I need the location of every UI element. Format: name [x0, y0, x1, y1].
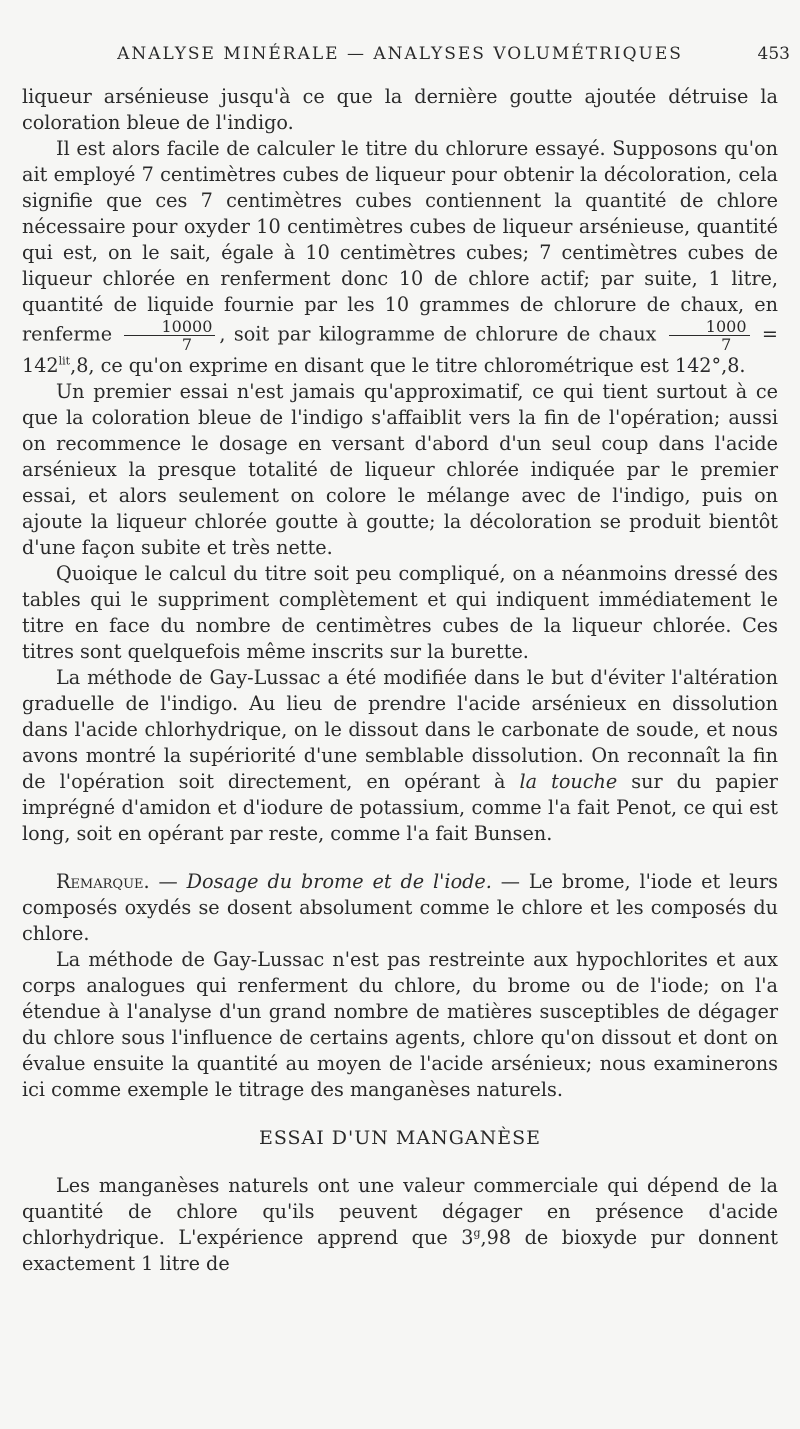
paragraph-8 — [22, 1173, 778, 1277]
unit-superscript: g — [473, 1226, 481, 1240]
paragraph-text: La méthode de Gay-Lussac n'est pas restreinte aux hypochlorites et aux corps analogues qui renferment du chlore, du brome ou de l'iode; on l'a étendue à l'analyse d'un grand nombre de matières susceptibles de dégager du chlore sous l'influence de certains agents, chlore qu'on dissout et dont on évalue ensuite la quantité au moyen de l'acide arsénieux; nous examinerons ici comme exemple le titrage des manganèses naturels. — [22, 948, 778, 1101]
running-title: ANALYSE MINÉRALE — ANALYSES VOLUMÉTRIQUES — [117, 44, 683, 64]
fraction-10000-over-7 — [124, 318, 215, 353]
fraction-denominator: 7 — [181, 335, 193, 354]
paragraph-text: liqueur arsénieuse jusqu'à ce que la dernière goutte ajoutée détruise la coloration bleue de l'indigo. — [22, 85, 778, 134]
page-header — [0, 44, 800, 72]
paragraph-5 — [22, 665, 778, 847]
paragraph-text: sur du papier imprégné d'amidon et d'iodure de potassium, comme l'a fait Penot, ce qui est long, soit en opérant par reste, comme l'a fait Bunsen. — [22, 770, 778, 845]
page-number: 453 — [757, 44, 790, 64]
paragraph-3 — [22, 379, 778, 561]
unit-superscript: lit — [58, 354, 71, 368]
fraction-numerator: 1000 — [669, 318, 750, 336]
paragraph-text: ,8, ce qu'on exprime en disant que le titre chlorométrique est 142°,8. — [70, 354, 746, 377]
paragraph-text: , — [219, 322, 226, 346]
fraction-denominator: 7 — [721, 335, 732, 354]
paragraph-4 — [22, 561, 778, 665]
italic-text: la touche — [519, 770, 618, 793]
dash: — — [149, 870, 187, 893]
paragraph-1 — [22, 84, 778, 136]
fraction-numerator: 10000 — [124, 318, 215, 336]
paragraph-7 — [22, 947, 778, 1103]
paragraph-text: ,98 de bioxyde pur donnent exactement 1 litre de — [22, 1226, 779, 1275]
paragraph-text: = 142 — [22, 322, 778, 377]
spacer — [22, 847, 778, 869]
paragraph-text: Les manganèses naturels ont une valeur commerciale qui dépend de la quantité de chlore qu'ils peuvent dégager en présence d'acide chlorhydrique. L'expérience apprend que 3 — [22, 1174, 778, 1249]
paragraph-text: Il est alors facile de calculer le titre du chlorure essayé. Supposons qu'on ait employé 7 centimètres cubes de liqueur pour obtenir la décoloration, cela signifie que ces 7 centimètres cubes contiennent la quantité de chlore nécessaire pour oxyder 10 centimètres cubes de liqueur arsénieuse, quantité qui est, on le sait, égale à 10 centimètres cubes; 7 centimètres cubes de liqueur chlorée en renferment donc 10 de chlore actif; par suite, 1 litre, quantité de liquide fournie par les 10 grammes de chlorure de chaux, en renferme — [22, 137, 778, 346]
paragraph-remarque — [22, 869, 778, 947]
remark-label: Remarque. — [56, 870, 150, 893]
paragraph-text: soit par kilogramme de chlorure de chaux — [233, 322, 657, 346]
page-body — [22, 84, 778, 1277]
paragraph-2 — [22, 136, 778, 379]
paragraph-text: — Le brome, l'iode et leurs composés oxydés se dosent absolument comme le chlore et les composés du chlore. — [22, 870, 778, 945]
paragraph-text: Quoique le calcul du titre soit peu compliqué, on a néanmoins dressé des tables qui le suppriment complètement et qui indiquent immédiatement le titre en face du nombre de centimètres cubes de la liqueur chlorée. Ces titres sont quelquefois même inscrits sur la burette. — [22, 562, 778, 663]
paragraph-text: La méthode de Gay-Lussac a été modifiée dans le but d'éviter l'altération graduelle de l'indigo. Au lieu de prendre l'acide arsénieux en dissolution dans l'acide chlorhydrique, on le dissout dans le carbonate de soude, et nous avons montré la supériorité d'une semblable dissolution. On reconnaît la fin de l'opération soit directement, en opérant à — [22, 666, 778, 793]
section-title: ESSAI D'UN MANGANÈSE — [258, 1127, 542, 1149]
remark-subject: Dosage du brome et de l'iode. — [186, 870, 492, 893]
paragraph-text: Un premier essai n'est jamais qu'approximatif, ce qui tient surtout à ce que la coloration bleue de l'indigo s'affaiblit vers la fin de l'opération; aussi on recommence le dosage en versant d'abord d'un seul coup dans l'acide arsénieux la presque totalité de liqueur chlorée indiquée par le premier essai, et alors seulement on colore le mélange avec de l'indigo, puis on ajoute la liqueur chlorée goutte à goutte; la décoloration se produit bientôt d'une façon subite et très nette. — [22, 380, 778, 559]
fraction-1000-over-7 — [669, 318, 750, 353]
